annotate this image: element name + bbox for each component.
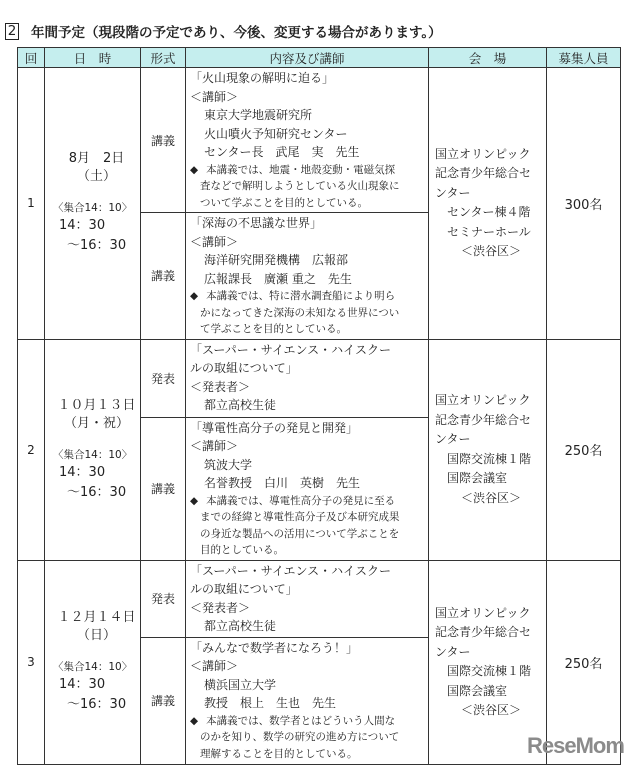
description-line: て学ぶことを目的としている。 (200, 323, 347, 335)
table-row (18, 560, 621, 637)
start-time: 14：30 (59, 677, 106, 692)
description-line: ◆ 本講義では、地震・地殻変動・電磁気探 (190, 162, 424, 179)
datetime-cell (45, 560, 141, 764)
datetime-cell (45, 68, 141, 340)
session-description (190, 493, 424, 559)
section-number: 2 (5, 23, 19, 40)
end-time: ～16：30 (67, 697, 127, 712)
session-description (190, 162, 424, 212)
session-title: 「深海の不思議な世界」 (190, 216, 323, 230)
speaker-line: 都立高校生徒 (204, 619, 277, 633)
venue-line: 国立オリンピック (435, 146, 531, 161)
venue-line: ンター (435, 644, 471, 659)
speaker-line: 都立高校生徒 (204, 398, 277, 412)
gather-time: 〈集合14：10〉 (53, 448, 133, 461)
session-description (190, 288, 424, 338)
col-header-content: 内容及び講師 (186, 48, 429, 68)
speaker-label: ＜講師＞ (190, 439, 239, 453)
session-content (186, 339, 429, 417)
datetime-cell (45, 339, 141, 560)
venue-line: ＜渋谷区＞ (461, 703, 522, 717)
round-number: 1 (18, 68, 45, 340)
venue-line: 国立オリンピック (435, 393, 531, 407)
resemom-watermark-logo: ReseMom (527, 733, 624, 758)
col-header-datetime: 日 時 (45, 48, 141, 68)
description-line: までの経緯と導電性高分子及び本研究成果 (200, 511, 400, 523)
speaker-line: 名誉教授 白川 英樹 先生 (204, 476, 361, 490)
session-title: 「みんなで数学者になろう！」 (190, 640, 359, 655)
session-content (186, 637, 429, 764)
speaker-label: ＜講師＞ (190, 234, 239, 249)
description-line: 目的としている。 (200, 544, 284, 556)
session-description (190, 713, 424, 763)
gather-time: 〈集合14：10〉 (53, 661, 133, 673)
session-content (186, 213, 429, 340)
col-header-format: 形式 (141, 48, 186, 68)
venue-cell (429, 339, 547, 560)
venue-cell (429, 68, 547, 340)
session-title: 「スーパー・サイエンス・ハイスクー (190, 342, 392, 357)
end-time: ～16：30 (67, 238, 127, 254)
session-title-cont: ルの取組について」 (190, 582, 298, 596)
section-heading (5, 21, 442, 41)
venue-line: 国立オリンピック (435, 605, 531, 620)
capacity: 250名 (547, 339, 621, 560)
capacity: 250名 (547, 560, 621, 764)
description-line: のかを知り、数学の研究の進め方について (200, 731, 400, 743)
session-title: 「導電性高分子の発見と開発」 (190, 420, 359, 435)
session-format: 講義 (141, 637, 186, 764)
description-line: ◆ 本講義では、特に潜水調査船により明ら (190, 288, 424, 305)
table-row (18, 339, 621, 417)
venue-line: ＜渋谷区＞ (461, 244, 522, 259)
description-line: 理解することを目的としている。 (200, 747, 358, 760)
capacity: 300名 (547, 68, 621, 340)
session-title-cont: ルの取組について」 (190, 361, 298, 375)
venue-line: セミナーホール (447, 224, 531, 239)
venue-line: ＜渋谷区＞ (461, 490, 522, 505)
description-line: の身近な製品への活用について学ぶことを (200, 527, 400, 540)
speaker-line: センター長 武尾 実 先生 (204, 145, 360, 159)
event-date: 8月 2日 (68, 151, 125, 167)
speaker-line: 筑波大学 (204, 457, 253, 472)
venue-line: 記念青少年総合セ (435, 166, 532, 181)
start-time: 14：30 (59, 218, 106, 234)
venue-line: 国際交流棟１階 (447, 451, 532, 466)
event-weekday: （日） (76, 628, 116, 643)
speaker-line: 教授 根上 生也 先生 (204, 696, 337, 710)
event-date: １０月１３日 (57, 397, 136, 413)
venue-line: 記念青少年総合セ (435, 625, 532, 639)
speaker-line: 東京大学地震研究所 (204, 108, 313, 122)
description-line: ついて学ぶことを目的としている。 (200, 196, 368, 209)
round-number: 3 (18, 560, 45, 764)
session-format: 講義 (141, 68, 186, 213)
venue-line: 国際会議室 (447, 683, 508, 698)
speaker-line: 横浜国立大学 (204, 677, 277, 692)
speaker-line: 海洋研究開発機構 広報部 (204, 253, 349, 267)
table-header-row (18, 48, 621, 68)
session-format: 講義 (141, 417, 186, 560)
event-weekday: （土） (76, 169, 116, 185)
gather-time: 〈集合14：10〉 (53, 202, 133, 215)
venue-line: ンター (435, 432, 471, 446)
description-line: ◆ 本講義では、導電性高分子の発見に至る (190, 493, 424, 510)
start-time: 14：30 (59, 464, 106, 480)
venue-line: 国際交流棟１階 (447, 664, 532, 678)
speaker-line: 広報課長 廣瀬 重之 先生 (204, 271, 352, 286)
round-number: 2 (18, 339, 45, 560)
session-content (186, 417, 429, 560)
speaker-label: ＜講師＞ (190, 659, 239, 673)
table-row (18, 68, 621, 213)
venue-line: ンター (435, 185, 471, 200)
session-format: 発表 (141, 560, 186, 637)
speaker-label: ＜発表者＞ (190, 379, 251, 394)
section-title: 年間予定（現段階の予定であり、今後、変更する場合があります。） (31, 25, 442, 41)
session-content (186, 560, 429, 637)
col-header-venue: 会 場 (429, 48, 547, 68)
speaker-label: ＜発表者＞ (190, 600, 251, 615)
description-line: かになってきた深海の未知なる世界につい (200, 306, 400, 319)
description-line: 査などで解明しようとしている火山現象に (200, 180, 400, 192)
venue-line: 国際会議室 (447, 471, 508, 485)
col-header-capacity: 募集人員 (547, 48, 621, 68)
session-content (186, 68, 429, 213)
description-line: ◆ 本講義では、数学者とはどういう人間な (190, 713, 424, 730)
schedule-table (17, 47, 621, 765)
event-date: １２月１４日 (57, 610, 136, 625)
col-header-round: 回 (18, 48, 45, 68)
event-weekday: （月・祝） (63, 415, 129, 431)
session-format: 発表 (141, 339, 186, 417)
session-title: 「スーパー・サイエンス・ハイスクー (190, 563, 392, 578)
venue-line: センター棟４階 (447, 205, 531, 220)
speaker-label: ＜講師＞ (190, 89, 239, 104)
speaker-line: 火山噴火予知研究センター (204, 126, 348, 141)
session-format: 講義 (141, 213, 186, 340)
end-time: ～16：30 (67, 484, 127, 500)
session-title: 「火山現象の解明に迫る」 (190, 71, 335, 85)
venue-line: 記念青少年総合セ (435, 412, 532, 427)
